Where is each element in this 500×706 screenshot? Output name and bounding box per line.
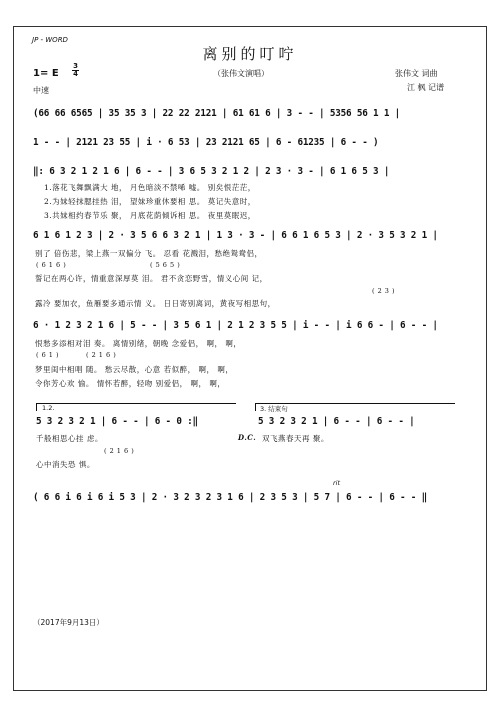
verse-line-3: 6 · 1 2 3 2 1 6 | 5 - - | 3 5 6 1 | 2 1 2 3 5 5 | i - - | i 6 6 - | 6 - - | bbox=[33, 320, 438, 331]
volta-1-label: 1.2. bbox=[42, 404, 55, 412]
outro-line: ( 6 6 i 6 i 6 i 5 3 | 2 · 3 2 3 2 3 1 6 | 2 3 5 3 | 5 7 | 6 - - | 6 - - ‖ bbox=[33, 492, 427, 503]
lyric-2-verse-3: 露冷 要加衣，鱼雁要多通示情 义。 日日寄别离词，黄夜写相思句， bbox=[35, 299, 276, 308]
lyric-3-verse-3: 令你芳心欢 愉。 情怀若醉，轻吻 别爱侣， 啊， 啊， bbox=[35, 379, 226, 388]
lyric-1-verse-3: 3.共妹相约春节乐 聚， 月底花荫倾诉相 思。 夜里莫眠迟， bbox=[44, 211, 256, 220]
volta-2-label: 3. 结束句 bbox=[260, 405, 288, 413]
date-footer: （2017年9月13日） bbox=[33, 618, 104, 627]
volta-1-bracket bbox=[36, 403, 236, 404]
lyric-3-verse-2: 梦里闺中相唱 随。 愁云尽散，心意 若似醉， 啊， 啊， bbox=[35, 365, 234, 374]
verse-line-1: ‖: 6 3 2 1 2 1 6 | 6 - - | 3 6 5 3 2 1 2 | 2 3 · 3 - | 6 1 6 5 3 | bbox=[33, 166, 390, 177]
intro-line-1: (66 66 6565 | 35 35 3 | 22 22 2121 | 61 61 6 | 3 - - | 5356 56 1 1 | bbox=[33, 108, 401, 119]
ending-variant-notes: ( 2 1 6 ) bbox=[104, 447, 135, 455]
lyricist-credit: 张伟文 词曲 bbox=[395, 69, 438, 78]
time-signature-bottom: 4 bbox=[73, 70, 78, 78]
volta-2-bracket-edge bbox=[255, 403, 256, 411]
ending-1-notes: 5 3 2 3 2 1 | 6 - - | 6 - 0 :‖ bbox=[36, 416, 198, 427]
key-signature: 1= E bbox=[33, 68, 59, 79]
song-title: 离别的叮咛 bbox=[202, 45, 298, 63]
lyric-1-verse-1: 1.落花飞舞飘满大 地， 月色暗淡不禁唏 嘘。 别矣恨茫茫， bbox=[44, 183, 256, 192]
lyric-2-verse-1: 别了 倍伤悲，梁上燕一双偏分 飞。 忍看 花溅泪，愁绝鸳鸯侣， bbox=[35, 249, 263, 258]
lyric-1-verse-2: 2.为妹轻抹腮挂热 泪， 望妹珍重休要相 思。 莫记失意时， bbox=[44, 197, 256, 206]
tempo-marking: 中速 bbox=[33, 86, 49, 95]
ending-2-notes: 5 3 2 3 2 1 | 6 - - | 6 - - | bbox=[258, 416, 415, 427]
variant-notes-3a: ( 6 1 ) bbox=[36, 351, 60, 359]
variant-notes-2a: ( 6 1 6 ) bbox=[36, 261, 67, 269]
intro-line-2: 1 - - | 2121 23 55 | i · 6 53 | 23 2121 65 | 6 - 61235 | 6 - - ) bbox=[33, 137, 379, 148]
ritardando-mark: rit bbox=[333, 479, 341, 487]
time-signature bbox=[72, 63, 79, 78]
da-capo-mark: D.C. bbox=[238, 433, 257, 442]
format-tag: JP - WORD bbox=[32, 36, 68, 44]
variant-notes-2b: ( 5 6 5 ) bbox=[150, 261, 181, 269]
time-signature-top: 3 bbox=[73, 62, 78, 70]
volta-1-bracket-edge bbox=[36, 403, 37, 411]
transcriber-credit: 江 枫 记谱 bbox=[407, 83, 445, 92]
variant-notes-2c: ( 2 3 ) bbox=[372, 287, 396, 295]
ending-1-lyric: 千般相思心挂 虑。 bbox=[36, 434, 103, 443]
singer-credit: （张伟文演唱） bbox=[213, 69, 269, 78]
score-sheet bbox=[13, 26, 487, 691]
ending-2-lyric: 双飞燕春天再 聚。 bbox=[262, 434, 329, 443]
verse-line-2: 6 1 6 1 2 3 | 2 · 3 5 6 6 3 2 1 | 1 3 · 3 - | 6 6 1 6 5 3 | 2 · 3 5 3 2 1 | bbox=[33, 230, 438, 241]
variant-notes-3b: ( 2 1 6 ) bbox=[86, 351, 117, 359]
ending-alt-lyric: 心中消失恐 惧。 bbox=[36, 460, 95, 469]
lyric-2-verse-2: 誓记在两心许，情重意深厚莫 泪。 君不贪恋野雪，情义心间 记， bbox=[35, 274, 268, 283]
lyric-3-verse-1: 恨愁多添相对泪 奏。 离情别绪，朝晚 念爱侣， 啊， 啊， bbox=[35, 339, 242, 348]
